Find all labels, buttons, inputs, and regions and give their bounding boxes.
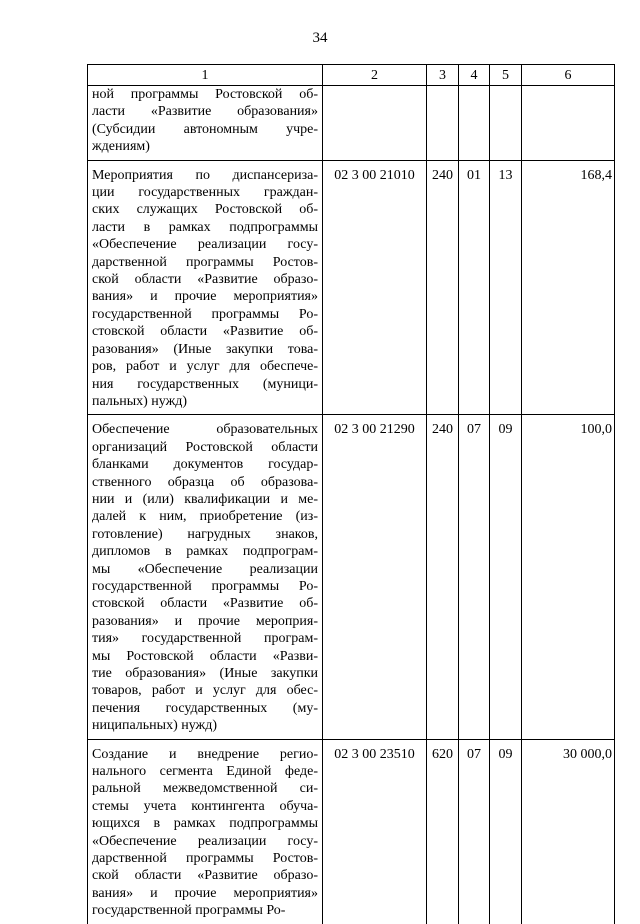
row-amount: 100,0 xyxy=(522,415,615,739)
row-expense-type: 620 xyxy=(427,739,459,924)
description-line: стовской области «Развитие об- xyxy=(92,324,318,340)
row-code: 02 3 00 23510 xyxy=(323,739,427,924)
description-line: мы Ростовской области «Разви- xyxy=(92,648,318,664)
description-line: ласти «Развитие образования» xyxy=(92,104,318,120)
row-description xyxy=(88,415,323,739)
table-row xyxy=(88,86,615,161)
description-line: стовской области «Развитие об- xyxy=(92,596,318,612)
row-expense-type: 240 xyxy=(427,415,459,739)
description-line: ции государственных граждан- xyxy=(92,185,318,201)
row-amount xyxy=(522,86,615,161)
header-col-2: 2 xyxy=(323,65,427,86)
description-line: (Субсидии автономным учре- xyxy=(92,121,318,137)
description-line: ской области «Развитие образо- xyxy=(92,868,318,884)
row-description xyxy=(88,739,323,924)
row-code: 02 3 00 21290 xyxy=(323,415,427,739)
description-line: тия» государственной програм- xyxy=(92,631,318,647)
row-section: 07 xyxy=(459,739,490,924)
description-line: Создание и внедрение регио- xyxy=(92,746,318,762)
row-subsection: 13 xyxy=(490,160,522,415)
row-expense-type: 240 xyxy=(427,160,459,415)
row-subsection: 09 xyxy=(490,739,522,924)
description-line: разования» и прочие мероприя- xyxy=(92,613,318,629)
description-line: ниципальных) нужд) xyxy=(92,718,217,734)
row-section xyxy=(459,86,490,161)
budget-table xyxy=(87,64,615,924)
row-code xyxy=(323,86,427,161)
header-col-3: 3 xyxy=(427,65,459,86)
description-line: государственной программы Ро- xyxy=(92,306,318,322)
description-line: товаров, работ и услуг для обес- xyxy=(92,683,318,699)
description-line: ственного образца об образова- xyxy=(92,474,318,490)
row-expense-type xyxy=(427,86,459,161)
description-line: государственной программы Ро- xyxy=(92,903,286,919)
description-line: готовление) нагрудных знаков, xyxy=(92,526,318,542)
description-line: ласти в рамках подпрограммы xyxy=(92,219,318,235)
description-line: Обеспечение образовательных xyxy=(92,422,318,438)
description-line: государственной программы Ро- xyxy=(92,578,318,594)
header-col-1: 1 xyxy=(88,65,323,86)
row-section: 07 xyxy=(459,415,490,739)
description-line: бланками документов государ- xyxy=(92,457,318,473)
row-description xyxy=(88,160,323,415)
description-line: организаций Ростовской области xyxy=(92,439,318,455)
description-line: «Обеспечение реализации госу- xyxy=(92,833,318,849)
description-line: пальных) нужд) xyxy=(92,393,188,409)
description-line: ров, работ и услуг для обеспече- xyxy=(92,359,318,375)
row-description xyxy=(88,86,323,161)
description-line: нии и (или) квалификации и ме- xyxy=(92,491,318,507)
description-line: Мероприятия по диспансериза- xyxy=(92,167,318,183)
row-subsection xyxy=(490,86,522,161)
header-col-4: 4 xyxy=(459,65,490,86)
description-line: вания» и прочие мероприятия» xyxy=(92,289,318,305)
row-amount: 168,4 xyxy=(522,160,615,415)
description-line: вания» и прочие мероприятия» xyxy=(92,885,318,901)
row-section: 01 xyxy=(459,160,490,415)
description-line: дарственной программы Ростов- xyxy=(92,851,318,867)
description-line: печения государственных (му- xyxy=(92,700,318,716)
row-code: 02 3 00 21010 xyxy=(323,160,427,415)
table-row xyxy=(88,415,615,739)
description-line: мы «Обеспечение реализации xyxy=(92,561,318,577)
description-line: стемы учета контингента обуча- xyxy=(92,798,318,814)
description-line: ной программы Ростовской об- xyxy=(92,87,318,102)
description-line: ральной межведомственной си- xyxy=(92,781,318,797)
table-row xyxy=(88,160,615,415)
description-line: дипломов в рамках подпрограм- xyxy=(92,544,318,560)
description-line: ния государственных (муници- xyxy=(92,376,318,392)
page-number: 34 xyxy=(312,30,328,46)
description-line: разования» (Иные закупки това- xyxy=(92,341,318,357)
description-line: дарственной программы Ростов- xyxy=(92,254,318,270)
header-col-5: 5 xyxy=(490,65,522,86)
description-line: тие образования» (Иные закупки xyxy=(92,666,318,681)
table-header xyxy=(88,65,615,86)
header-col-6: 6 xyxy=(522,65,615,86)
description-line: ждениям) xyxy=(92,139,150,155)
row-subsection: 09 xyxy=(490,415,522,739)
description-line: ских служащих Ростовской об- xyxy=(92,202,318,218)
table-row xyxy=(88,739,615,924)
description-line: «Обеспечение реализации госу- xyxy=(92,237,318,253)
description-line: ющихся в рамках подпрограммы xyxy=(92,816,318,832)
description-line: ской области «Развитие образо- xyxy=(92,272,318,288)
description-line: далей к ним, приобретение (из- xyxy=(92,509,318,525)
row-amount: 30 000,0 xyxy=(522,739,615,924)
description-line: нального сегмента Единой феде- xyxy=(92,764,318,780)
